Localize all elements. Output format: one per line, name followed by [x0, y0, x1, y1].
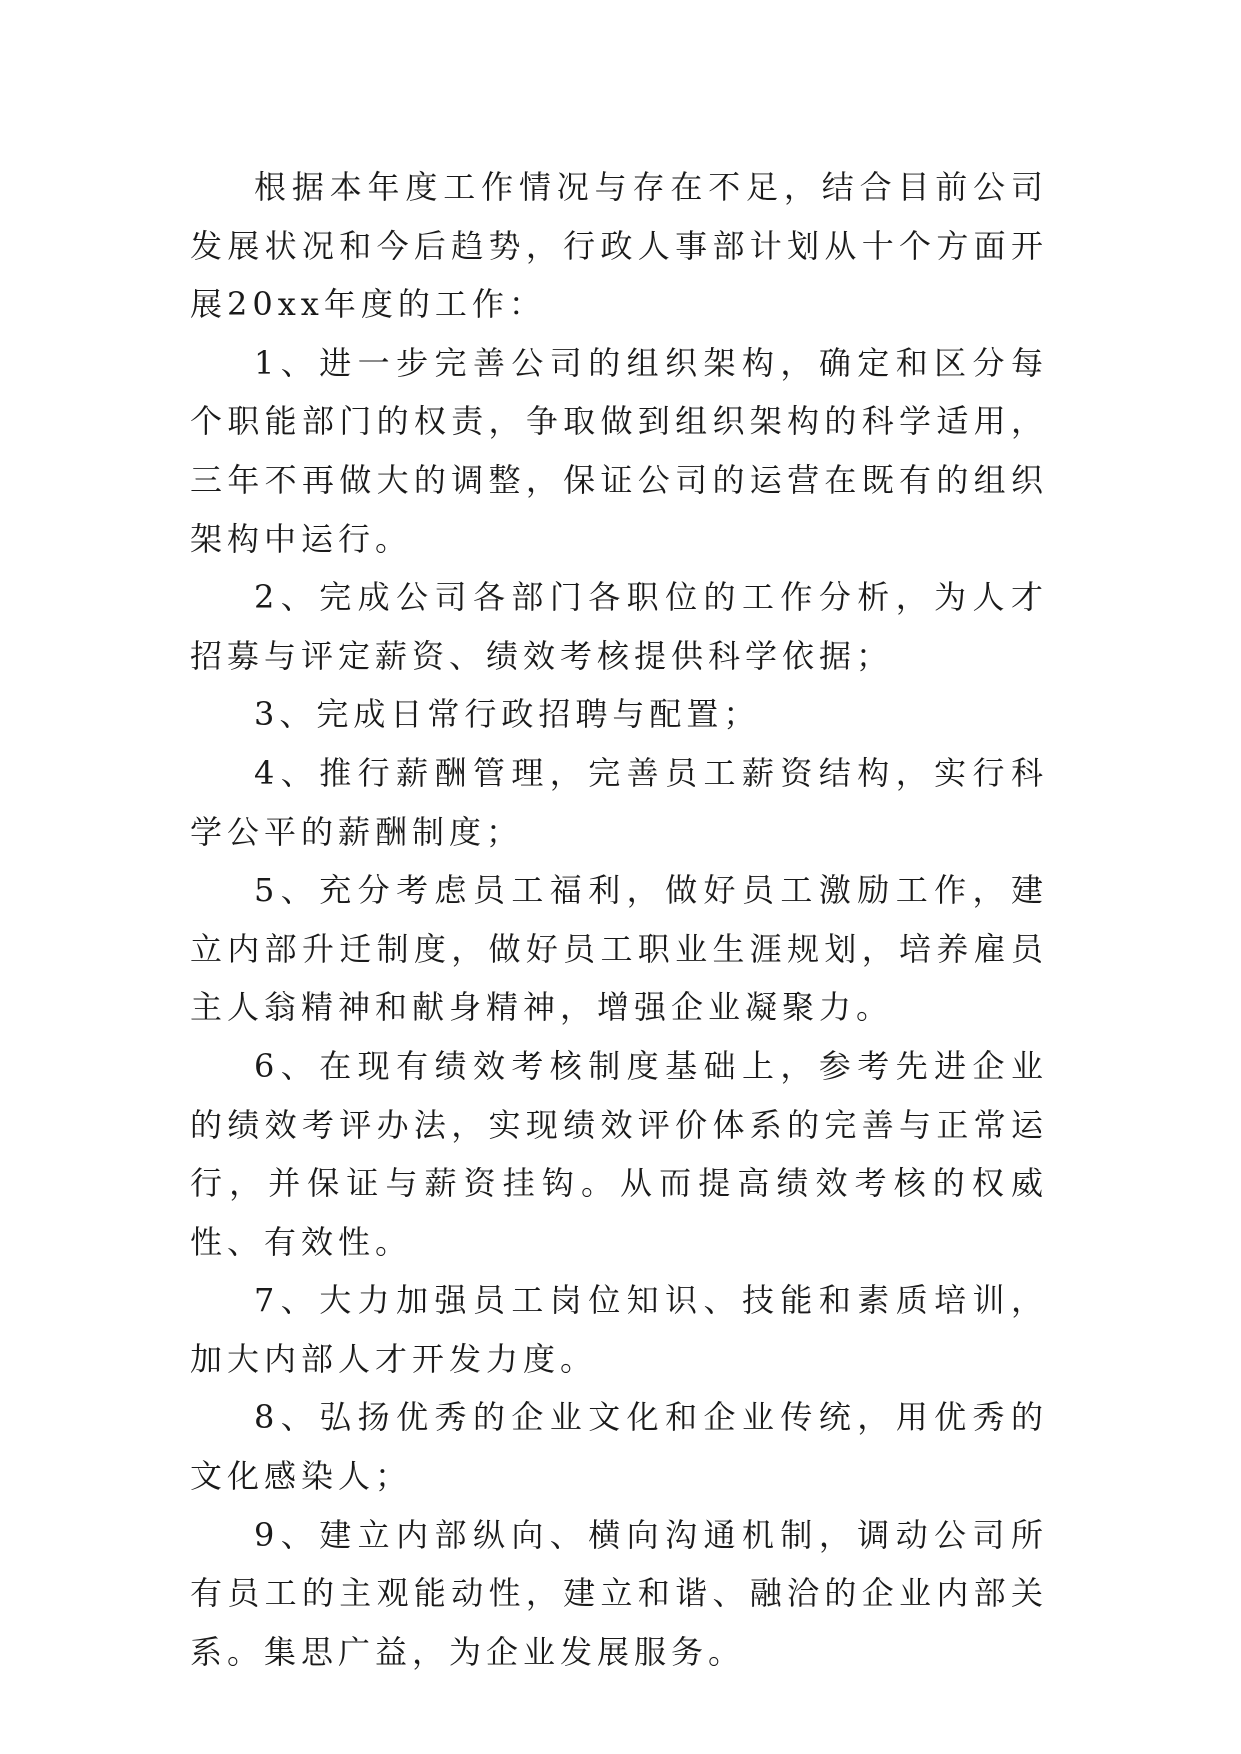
- intro-paragraph: 根据本年度工作情况与存在不足，结合目前公司发展状况和今后趋势，行政人事部计划从十个方面开展20xx年度的工作：: [190, 168, 1048, 324]
- plan-item-1: 1、进一步完善公司的组织架构，确定和区分每个职能部门的权责，争取做到组织架构的科学适用，三年不再做大的调整，保证公司的运营在既有的组织架构中运行。: [190, 343, 1048, 558]
- plan-item-6: 6、在现有绩效考核制度基础上，参考先进企业的绩效考评办法，实现绩效评价体系的完善与正常运行，并保证与薪资挂钩。从而提高绩效考核的权威性、有效性。: [190, 1046, 1048, 1261]
- plan-item-2: 2、完成公司各部门各职位的工作分析，为人才招募与评定薪资、绩效考核提供科学依据；: [190, 578, 1048, 675]
- document-body: [190, 158, 1048, 1681]
- plan-item-8: 8、弘扬优秀的企业文化和企业传统，用优秀的文化感染人；: [190, 1398, 1048, 1496]
- plan-item-3: 3、完成日常行政招聘与配置；: [254, 695, 761, 734]
- plan-item-4: 4、推行薪酬管理，完善员工薪资结构，实行科学公平的薪酬制度；: [190, 753, 1048, 851]
- plan-item-9: 9、建立内部纵向、横向沟通机制，调动公司所有员工的主观能动性，建立和谐、融洽的企业内部关系。集思广益，为企业发展服务。: [190, 1515, 1048, 1671]
- plan-item-5: 5、充分考虑员工福利，做好员工激励工作，建立内部升迁制度，做好员工职业生涯规划，培养雇员主人翁精神和献身精神，增强企业凝聚力。: [190, 871, 1048, 1027]
- plan-item-7: 7、大力加强员工岗位知识、技能和素质培训，加大内部人才开发力度。: [190, 1281, 1048, 1378]
